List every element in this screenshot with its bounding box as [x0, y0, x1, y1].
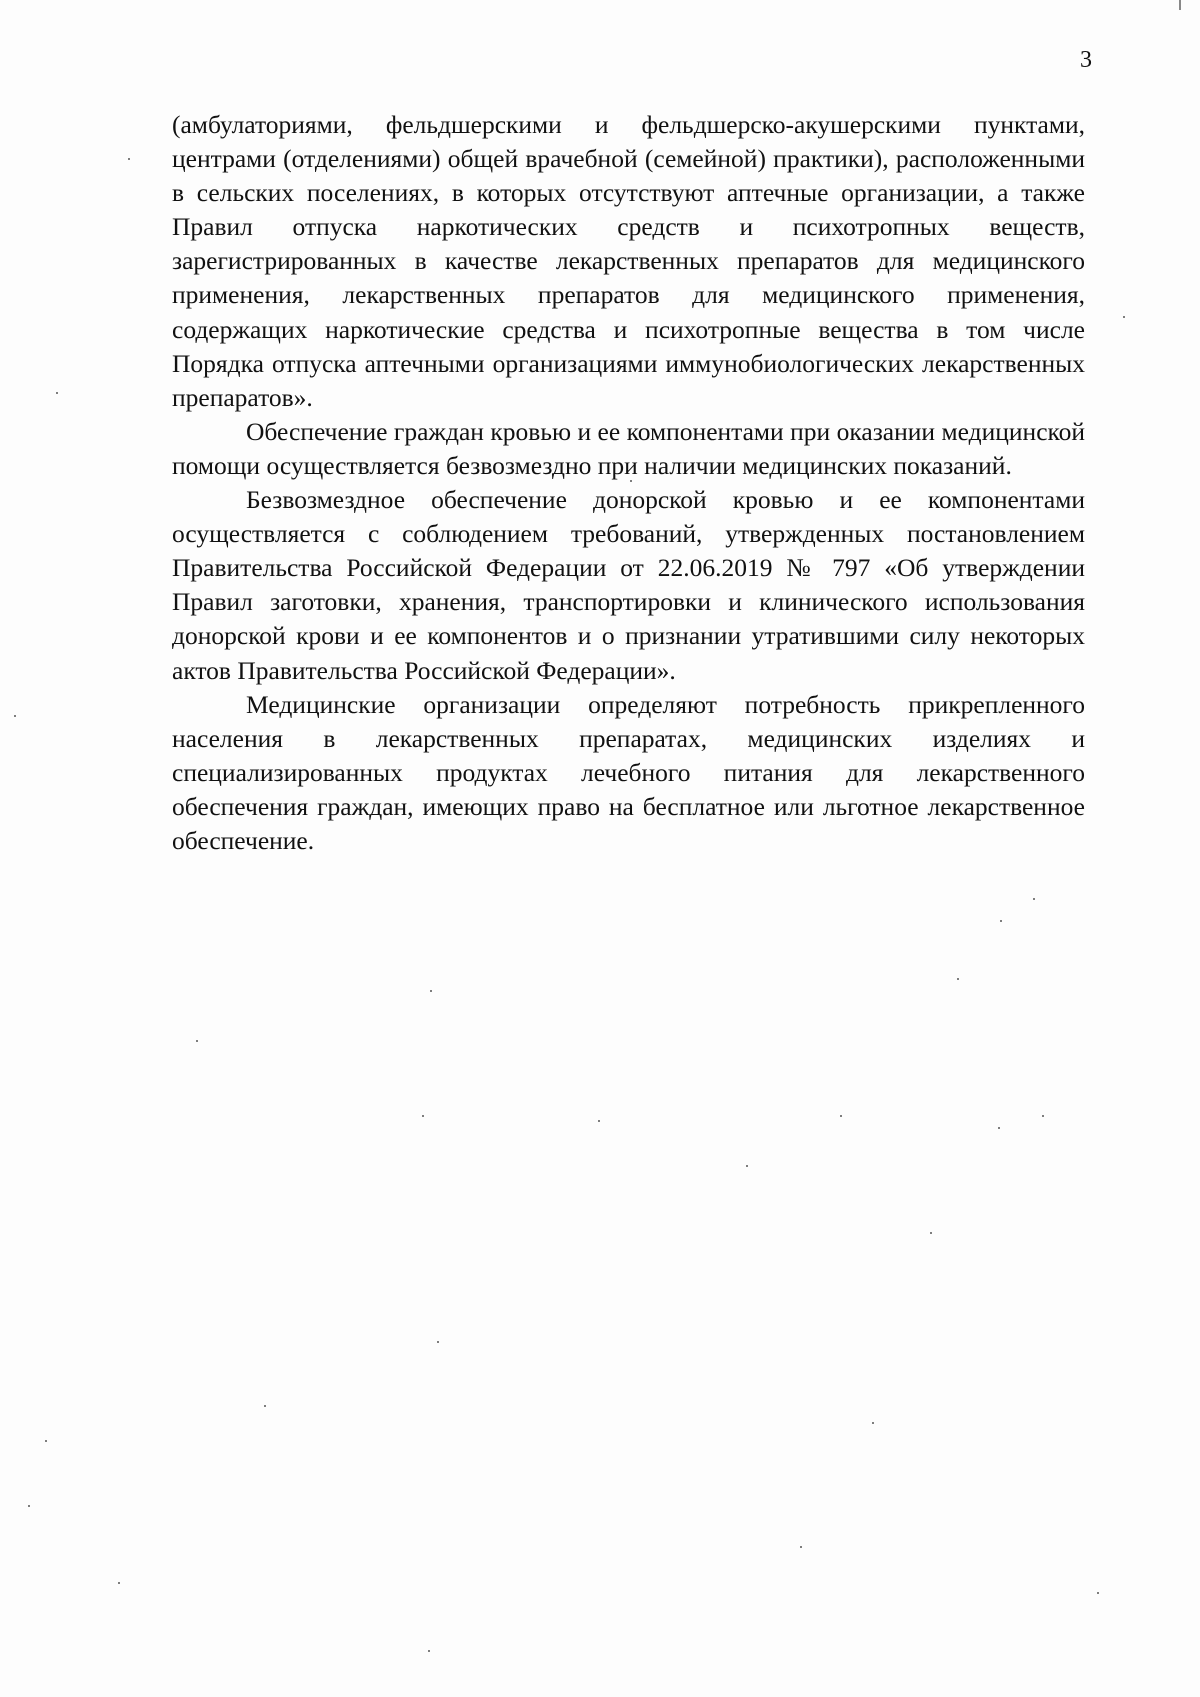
scan-speck [746, 1165, 748, 1167]
scan-speck [430, 990, 432, 992]
scan-speck [598, 1120, 600, 1122]
paragraph-2: Обеспечение граждан кровью и ее компонентами при оказании медицинской помощи осуществляется безвозмездно при наличии медицинских показаний. [172, 416, 1085, 480]
scan-speck [1097, 1592, 1099, 1594]
scan-speck [14, 715, 16, 717]
scan-speck [957, 978, 959, 980]
scan-speck [840, 1115, 842, 1117]
scan-speck [428, 1650, 430, 1652]
scan-speck [118, 1582, 120, 1584]
scan-speck [28, 1505, 30, 1507]
scan-speck [56, 392, 58, 394]
scan-speck [128, 158, 130, 160]
paragraph-4: Медицинские организации определяют потребность прикрепленного населения в лекарственных препаратах, медицинских изделиях и специализированных продуктах лечебного питания для лекарственного обеспечения граждан, имеющих право на бесплатное или льготное лекарственное обеспечение. [172, 689, 1085, 855]
scan-speck [1000, 920, 1002, 922]
scan-edge-mark [1179, 0, 1181, 10]
page-number: 3 [1080, 47, 1092, 73]
scan-speck [196, 1040, 198, 1042]
scan-speck [1033, 898, 1035, 900]
scan-speck [1042, 1115, 1044, 1117]
scan-speck [45, 1440, 47, 1442]
scan-speck [800, 1546, 802, 1548]
scan-speck [630, 480, 632, 482]
scan-speck [264, 1405, 266, 1407]
scan-speck [422, 1115, 424, 1117]
scan-speck [437, 1341, 439, 1343]
scan-speck [930, 1232, 932, 1234]
paragraph-3: Безвозмездное обеспечение донорской кровью и ее компонентами осуществляется с соблюдением требований, утвержденных постановлением Правительства Российской Федерации от 22.06.2019 № 797 «Об утверждении Правил заготовки, хранения, транспортировки и клинического использования донорской крови и ее компонентов и о признании утратившими силу некоторых актов Правительства Российской Федерации». [172, 485, 1085, 685]
paragraph-1: (амбулаториями, фельдшерскими и фельдшерско-акушерскими пунктами, центрами (отделениями) общей врачебной (семейной) практики), расположенными в сельских поселениях, в которых отсутствуют аптечные организации, а также Правил отпуска наркотических средств и психотропных веществ, зарегистрированных в качестве лекарственных препаратов для медицинского применения, лекарственных препаратов для медицинского применения, содержащих наркотические средства и психотропные вещества в том числе Порядка отпуска аптечными организациями иммунобиологических лекарственных препаратов». [172, 110, 1085, 412]
scan-speck [872, 1422, 874, 1424]
document-body [172, 108, 1085, 858]
scan-speck [998, 1127, 1000, 1129]
scan-speck [1123, 316, 1125, 318]
